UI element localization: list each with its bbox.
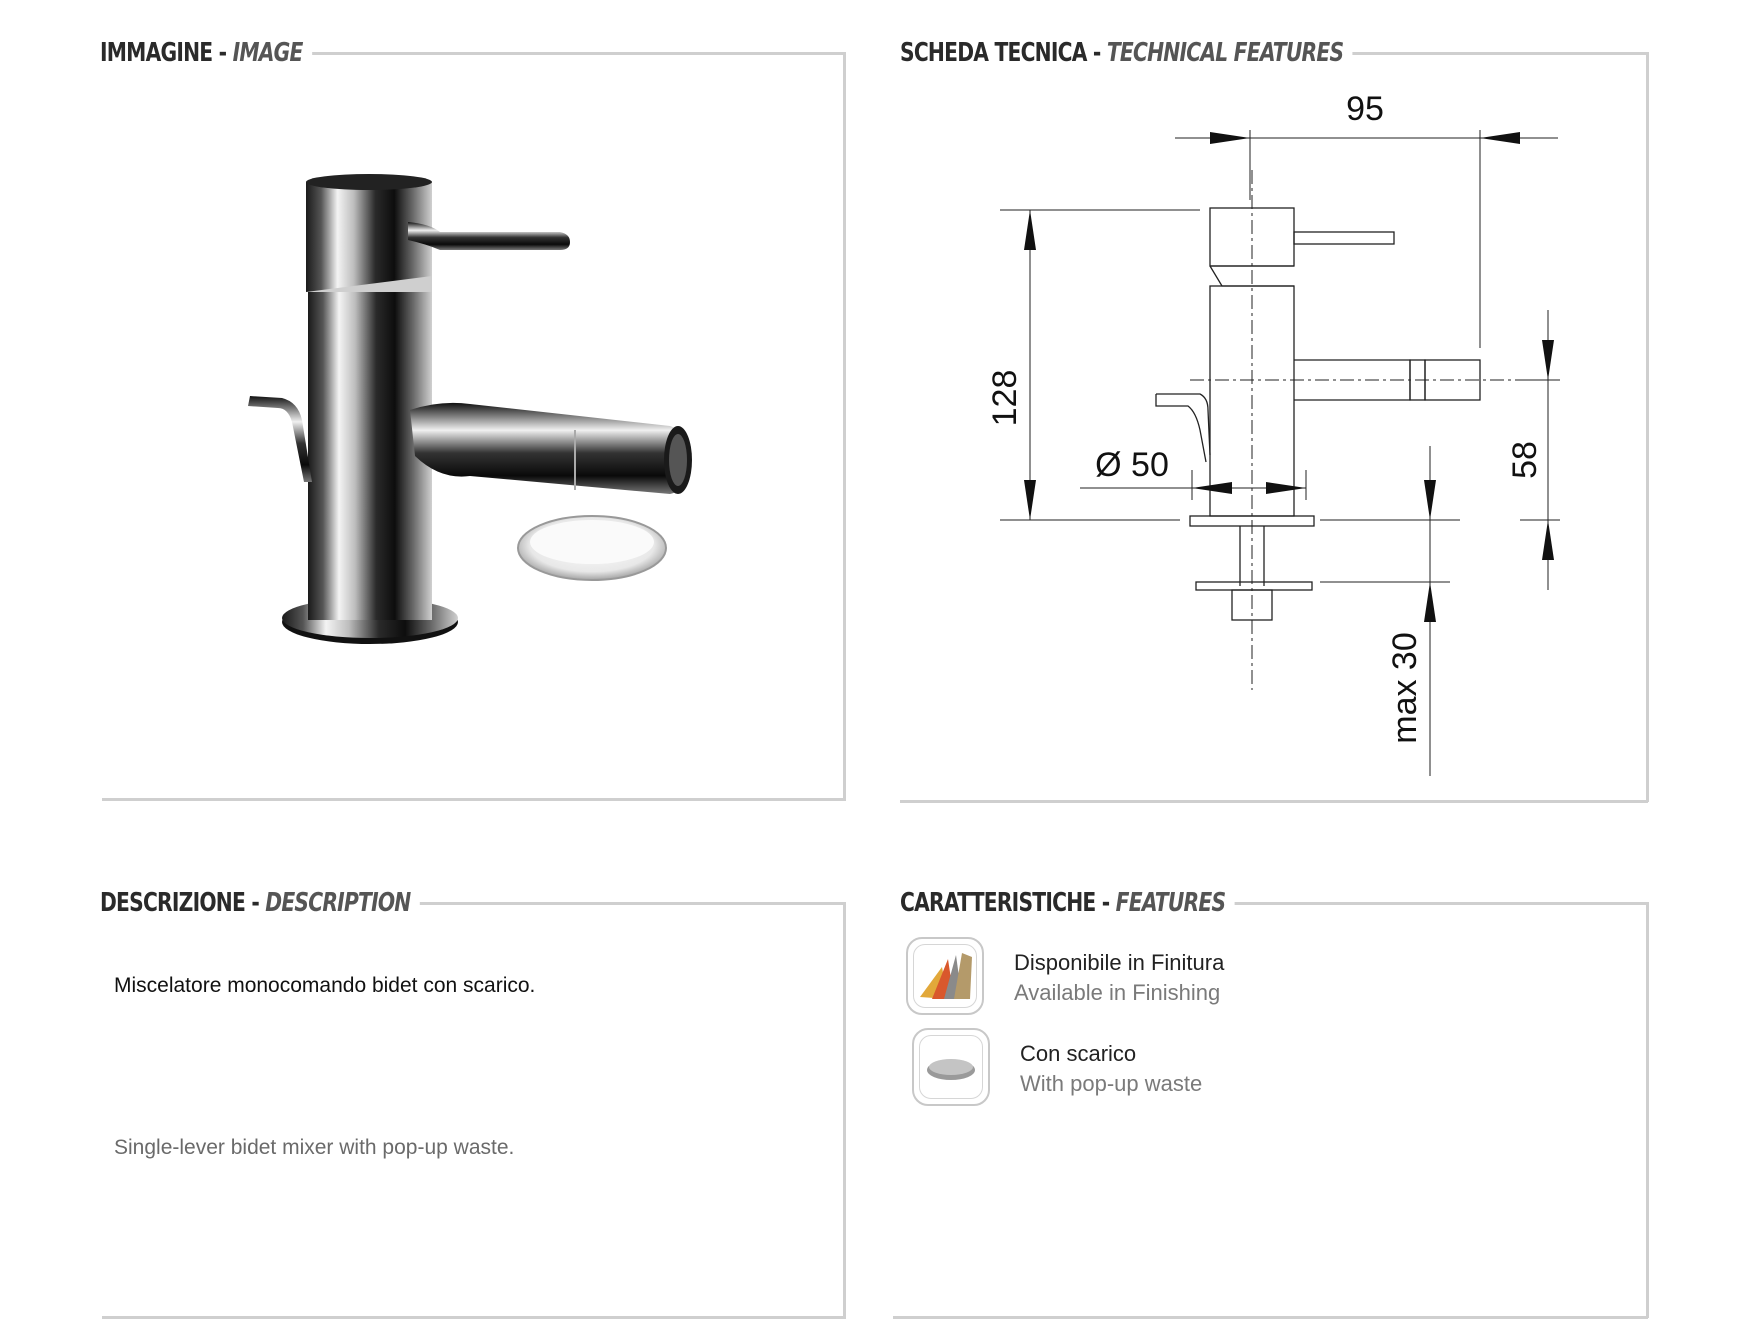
description-en: Single-lever bidet mixer with pop-up waste. [114, 1136, 515, 1159]
title-en: FEATURES [1115, 888, 1226, 918]
dim-diameter: Ø 50 [1095, 446, 1169, 484]
technical-drawing [960, 90, 1600, 790]
tech-frame-right [1646, 52, 1649, 802]
image-section-title: IMMAGINE - IMAGE [100, 38, 312, 68]
title-it: SCHEDA TECNICA [900, 38, 1087, 68]
title-it: DESCRIZIONE [100, 888, 246, 918]
title-en: DESCRIPTION [265, 888, 411, 918]
popup-waste-icon [912, 1028, 990, 1106]
description-it: Miscelatore monocomando bidet con scarico. [114, 974, 536, 997]
desc-frame-bottom [102, 1316, 846, 1319]
feat-section-title: CARATTERISTICHE - FEATURES [900, 888, 1235, 918]
title-en: IMAGE [232, 38, 303, 68]
desc-section-title: DESCRIZIONE - DESCRIPTION [100, 888, 420, 918]
dim-width: 95 [1346, 90, 1384, 128]
product-photo [230, 160, 710, 660]
feat-frame-bottom [893, 1316, 1648, 1319]
dim-spout-height: 58 [1506, 441, 1544, 479]
dim-height: 128 [986, 369, 1024, 427]
desc-frame-right [843, 902, 846, 1318]
tech-frame-bottom [900, 800, 1648, 803]
feature-finishing-it: Disponibile in Finitura [1014, 950, 1225, 975]
image-frame-bottom [102, 798, 846, 801]
title-it: CARATTERISTICHE [900, 888, 1096, 918]
color-swatches-icon [906, 937, 984, 1015]
title-en: TECHNICAL FEATURES [1106, 38, 1344, 68]
image-frame-right [843, 52, 846, 800]
feat-frame-right [1646, 902, 1649, 1318]
tech-section-title: SCHEDA TECNICA - TECHNICAL FEATURES [900, 38, 1353, 68]
feature-finishing-en: Available in Finishing [1014, 980, 1221, 1005]
dim-max-thickness: max 30 [1386, 632, 1424, 744]
feature-waste-it: Con scarico [1020, 1041, 1137, 1066]
feature-waste-en: With pop-up waste [1020, 1071, 1203, 1096]
title-it: IMMAGINE [100, 38, 213, 68]
